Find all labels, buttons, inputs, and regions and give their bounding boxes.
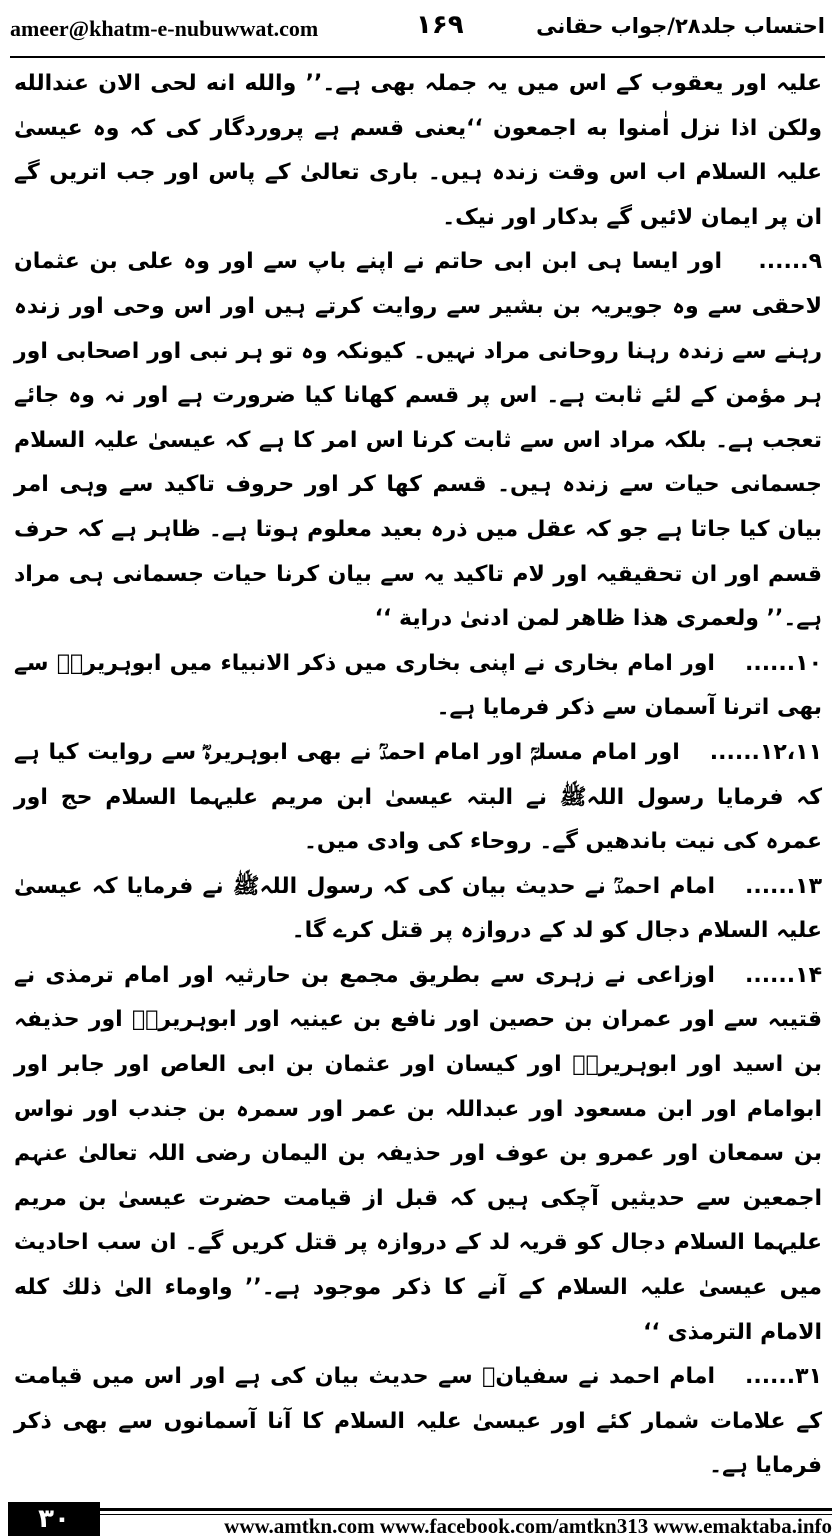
paragraph-number: ۳۱......	[744, 1364, 822, 1390]
paragraph-number: ۱۲،۱۱......	[709, 739, 822, 765]
paragraph-13	[14, 865, 822, 954]
page-footer	[8, 1502, 832, 1536]
footer-links[interactable]: www.amtkn.com www.facebook.com/amtkn313 www.emaktaba.info	[224, 1514, 832, 1538]
paragraph-number: ۹......	[758, 249, 822, 275]
paragraph-text: اور امام مسلمؒ اور امام احمدؒ نے بھی ابوہریرہؓ سے روایت کیا ہے کہ فرمایا رسول اللہﷺ نے البتہ عیسیٰ ابن مریم علیہما السلام حج اور عمرہ کی نیت باندھیں گے۔ روحاء کی وادی میں۔	[14, 739, 822, 855]
paragraph-11-12	[14, 731, 822, 865]
document-body	[14, 62, 822, 1489]
paragraph-text: اور امام بخاری نے اپنی بخاری میں ذکر الانبیاء میں ابوہریرہؓ سے بھی اترنا آسمان سے ذکر فرمایا ہے۔	[14, 650, 822, 721]
footer-page-number: ۳۰	[8, 1502, 100, 1536]
paragraph-number: ۱۴......	[744, 962, 822, 988]
paragraph-10	[14, 642, 822, 731]
paragraph-text: امام احمدؒ نے حدیث بیان کی کہ رسول اللہﷺ نے فرمایا کہ عیسیٰ علیہ السلام دجال کو لد کے دروازہ پر قتل کرے گا۔	[14, 873, 822, 944]
page-header	[10, 10, 825, 54]
paragraph-31	[14, 1355, 822, 1489]
header-page-number: ۱۶۹	[416, 10, 464, 40]
header-title: احتساب جلد۲۸/جواب حقانی	[536, 14, 825, 38]
paragraph-text: امام احمد نے سفیانؒ سے حدیث بیان کی ہے اور اس میں قیامت کے علامات شمار کئے اور عیسیٰ علیہ السلام کا آنا آسمانوں سے بھی ذکر فرمایا ہے۔	[14, 1364, 822, 1479]
paragraph-text: اور ایسا ہی ابن ابی حاتم نے اپنے باپ سے اور وہ علی بن عثمان لاحقی سے وہ جویریہ بن بشیر سے روایت کرتے ہیں اور اس وحی اور زندہ رہنے سے زندہ رہنا روحانی مراد نہیں۔ کیونکہ وہ تو ہر نبی اور اصحابی اور ہر مؤمن کے لئے ثابت ہے۔ اس پر قسم کھانا کیا ضرورت ہے اور نہ وہ جائے تعجب ہے۔ بلکہ مراد اس سے ثابت کرنا اس امر کا ہے کہ عیسیٰ علیہ السلام جسمانی حیات سے زندہ ہیں۔ قسم کھا کر اور حروف تاکید سے وہی امر بیان کیا جاتا ہے جو کہ عقل میں ذرہ بعید معلوم ہوتا ہے۔ ظاہر ہے کہ حرف قسم اور ان تحقیقیہ اور لام تاکید یہ سے بیان کرنا حیات جسمانی ہی مراد ہے۔’’ ولعمری هذا ظاهر لمن ادنیٰ درایة ‘‘	[14, 249, 822, 632]
paragraph-text: اوزاعی نے زہری سے بطریق مجمع بن حارثیہ اور امام ترمذی نے قتیبہ سے اور عمران بن حصین اور نافع بن عینیہ اور ابوہریرہؓ اور حذیفہ بن اسید اور ابوہریرہؓ اور کیسان اور عثمان بن ابی العاص اور جابر اور ابوامام اور ابن مسعود اور عبداللہ بن عمر اور سمرہ بن جندب اور نواس بن سمعان اور عمرو بن عوف اور حذیفہ بن الیمان رضی اللہ تعالیٰ عنہم اجمعین سے حدیثیں آچکی ہیں کہ قبل از قیامت حضرت عیسیٰ بن مریم علیہما السلام دجال کو قریہ لد کے دروازہ پر قتل کریں گے۔ ان سب احادیث میں عیسیٰ علیہ السلام کے آنے کا ذکر موجود ہے۔’’ واوماء الیٰ ذلك كله الامام الترمذی ‘‘	[14, 962, 822, 1345]
paragraph-number: ۱۳......	[744, 873, 822, 899]
paragraph-number: ۱۰......	[744, 650, 822, 676]
footer-divider	[100, 1508, 832, 1511]
paragraph-text: علیہ اور یعقوب کے اس میں یہ جملہ بھی ہے۔’’ والله انه لحی الان عندالله ولكن اذا نزل اٰمنوا به اجمعون ‘‘یعنی قسم ہے پروردگار کی کہ وہ عیسیٰ علیہ السلام اب اس وقت زندہ ہیں۔ باری تعالیٰ کے پاس اور جب اتریں گے ان پر ایمان لائیں گے بدکار اور نیک۔	[14, 71, 822, 230]
paragraph-9	[14, 240, 822, 641]
paragraph-14	[14, 954, 822, 1355]
header-email: ameer@khatm-e-nubuwwat.com	[10, 16, 319, 41]
paragraph-intro	[14, 62, 822, 240]
header-divider	[10, 56, 825, 58]
